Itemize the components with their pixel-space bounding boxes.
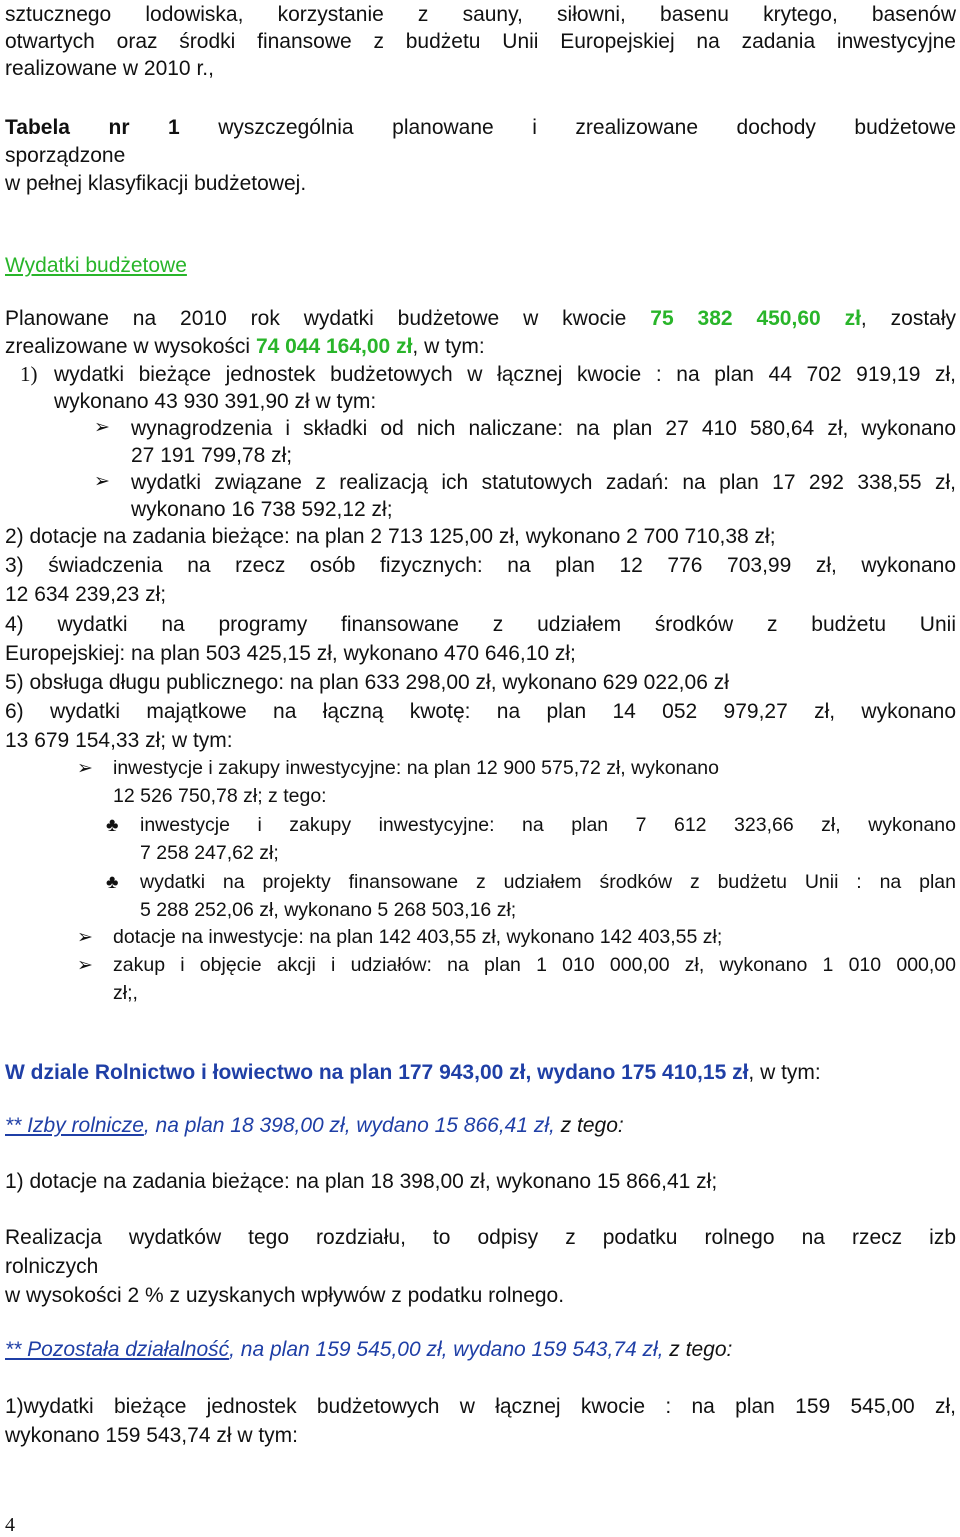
table-note-line-2: sporządzone	[5, 144, 126, 167]
item-3-line-1: 3) świadczenia na rzecz osób fizycznych: na plan 12 776 703,99 zł, wykonano	[5, 554, 956, 577]
bullet-2-line-2: wykonano 16 738 592,12 zł;	[131, 498, 393, 521]
intro-line-3: realizowane w 2010 r.,	[5, 57, 214, 80]
capital-bullet-3-line-2: zł;,	[113, 982, 138, 1004]
pozostala-item-line-2: wykonano 159 543,74 zł w tym:	[5, 1424, 298, 1447]
item-6-line-1: 6) wydatki majątkowe na łączną kwotę: na plan 14 052 979,27 zł, wykonano	[5, 700, 956, 723]
pozostala-title: ** Pozostała działalność	[5, 1338, 230, 1361]
intro-line-1: sztucznego lodowiska, korzystanie z sauny, siłowni, basenu krytego, basenów	[5, 3, 956, 26]
bullet-1-line-1: wynagrodzenia i składki od nich naliczane: na plan 27 410 580,64 zł, wykonano	[131, 417, 956, 440]
table-note-text: wyszczególnia planowane i zrealizowane dochody budżetowe	[179, 116, 957, 139]
planned-amount: 75 382 450,60 zł	[650, 307, 861, 330]
item-4-line-2: Europejskiej: na plan 503 425,15 zł, wykonano 470 646,10 zł;	[5, 642, 576, 665]
table-note-line-1	[5, 113, 956, 142]
arrowhead-icon: ➢	[77, 927, 93, 948]
club-bullet-1-line-1: inwestycje i zakupy inwestycyjne: na plan 7 612 323,66 zł, wykonano	[140, 814, 956, 836]
izby-item-1: 1) dotacje na zadania bieżące: na plan 18 398,00 zł, wykonano 15 866,41 zł;	[5, 1170, 718, 1193]
planned-line-1: Planowane na 2010 rok wydatki budżetowe w kwocie 75 382 450,60 zł, zostały	[5, 307, 956, 330]
dzial-summary: W dziale Rolnictwo i łowiectwo na plan 177 943,00 zł, wydano 175 410,15 zł, w tym:	[5, 1061, 821, 1084]
table-note-line-3: w pełnej klasyfikacji budżetowej.	[5, 172, 307, 195]
list-number-1: 1)	[20, 362, 38, 386]
izby-real-line-1: Realizacja wydatków tego rozdziału, to odpisy z podatku rolnego na rzecz izb	[5, 1226, 956, 1249]
intro-line-2: otwartych oraz środki finansowe z budżetu Unii Europejskiej na zadania inwestycyjne	[5, 30, 956, 53]
capital-bullet-2: dotacje na inwestycje: na plan 142 403,55 zł, wykonano 142 403,55 zł;	[113, 926, 723, 948]
izby-title: ** Izby rolnicze	[5, 1114, 144, 1137]
realized-amount: 74 044 164,00 zł	[255, 335, 413, 358]
club-icon: ♣	[106, 815, 119, 836]
item-5: 5) obsługa długu publicznego: na plan 633 298,00 zł, wykonano 629 022,06 zł	[5, 671, 729, 694]
arrowhead-icon: ➢	[77, 955, 93, 976]
item-1-line-1: wydatki bieżące jednostek budżetowych w łącznej kwocie : na plan 44 702 919,19 zł,	[54, 363, 956, 386]
pozostala-heading: ** Pozostała działalność, na plan 159 545,00 zł, wydano 159 543,74 zł, z tego:	[5, 1338, 733, 1361]
item-6-line-2: 13 679 154,33 zł; w tym:	[5, 729, 233, 752]
izby-heading: ** Izby rolnicze, na plan 18 398,00 zł, wydano 15 866,41 zł, z tego:	[5, 1114, 624, 1137]
izby-real-line-2: rolniczych	[5, 1255, 99, 1278]
item-2: 2) dotacje na zadania bieżące: na plan 2 713 125,00 zł, wykonano 2 700 710,38 zł;	[5, 525, 776, 548]
item-1-line-2: wykonano 43 930 391,90 zł w tym:	[54, 390, 377, 413]
capital-bullet-1-line-1: inwestycje i zakupy inwestycyjne: na plan 12 900 575,72 zł, wykonano	[113, 757, 719, 779]
club-bullet-2-line-2: 5 288 252,06 zł, wykonano 5 268 503,16 zł;	[140, 899, 517, 921]
club-bullet-2-line-1: wydatki na projekty finansowane z udziałem środków z budżetu Unii : na plan	[140, 871, 956, 893]
section-heading: Wydatki budżetowe	[5, 254, 187, 277]
arrowhead-icon: ➢	[77, 758, 93, 779]
page-number: 4	[5, 1514, 15, 1536]
club-icon: ♣	[106, 872, 119, 893]
bullet-2-line-1: wydatki związane z realizacją ich statutowych zadań: na plan 17 292 338,55 zł,	[131, 471, 956, 494]
item-3-line-2: 12 634 239,23 zł;	[5, 583, 167, 606]
capital-bullet-3-line-1: zakup i objęcie akcji i udziałów: na plan 1 010 000,00 zł, wykonano 1 010 000,00	[113, 954, 956, 976]
bullet-1-line-2: 27 191 799,78 zł;	[131, 444, 293, 467]
club-bullet-1-line-2: 7 258 247,62 zł;	[140, 842, 279, 864]
pozostala-item-line-1: 1)wydatki bieżące jednostek budżetowych w łącznej kwocie : na plan 159 545,00 zł,	[5, 1395, 956, 1418]
item-4-line-1: 4) wydatki na programy finansowane z udziałem środków z budżetu Unii	[5, 613, 956, 636]
arrowhead-icon: ➢	[94, 417, 110, 438]
table-note-bold: Tabela nr 1	[5, 116, 180, 139]
dzial-summary-blue: W dziale Rolnictwo i łowiectwo na plan 177 943,00 zł, wydano 175 410,15 zł	[5, 1061, 749, 1084]
arrowhead-icon: ➢	[94, 471, 110, 492]
planned-line-2: zrealizowane w wysokości 74 044 164,00 zł, w tym:	[5, 335, 485, 358]
capital-bullet-1-line-2: 12 526 750,78 zł; z tego:	[113, 785, 327, 807]
izby-real-line-3: w wysokości 2 % z uzyskanych wpływów z podatku rolnego.	[5, 1284, 565, 1307]
